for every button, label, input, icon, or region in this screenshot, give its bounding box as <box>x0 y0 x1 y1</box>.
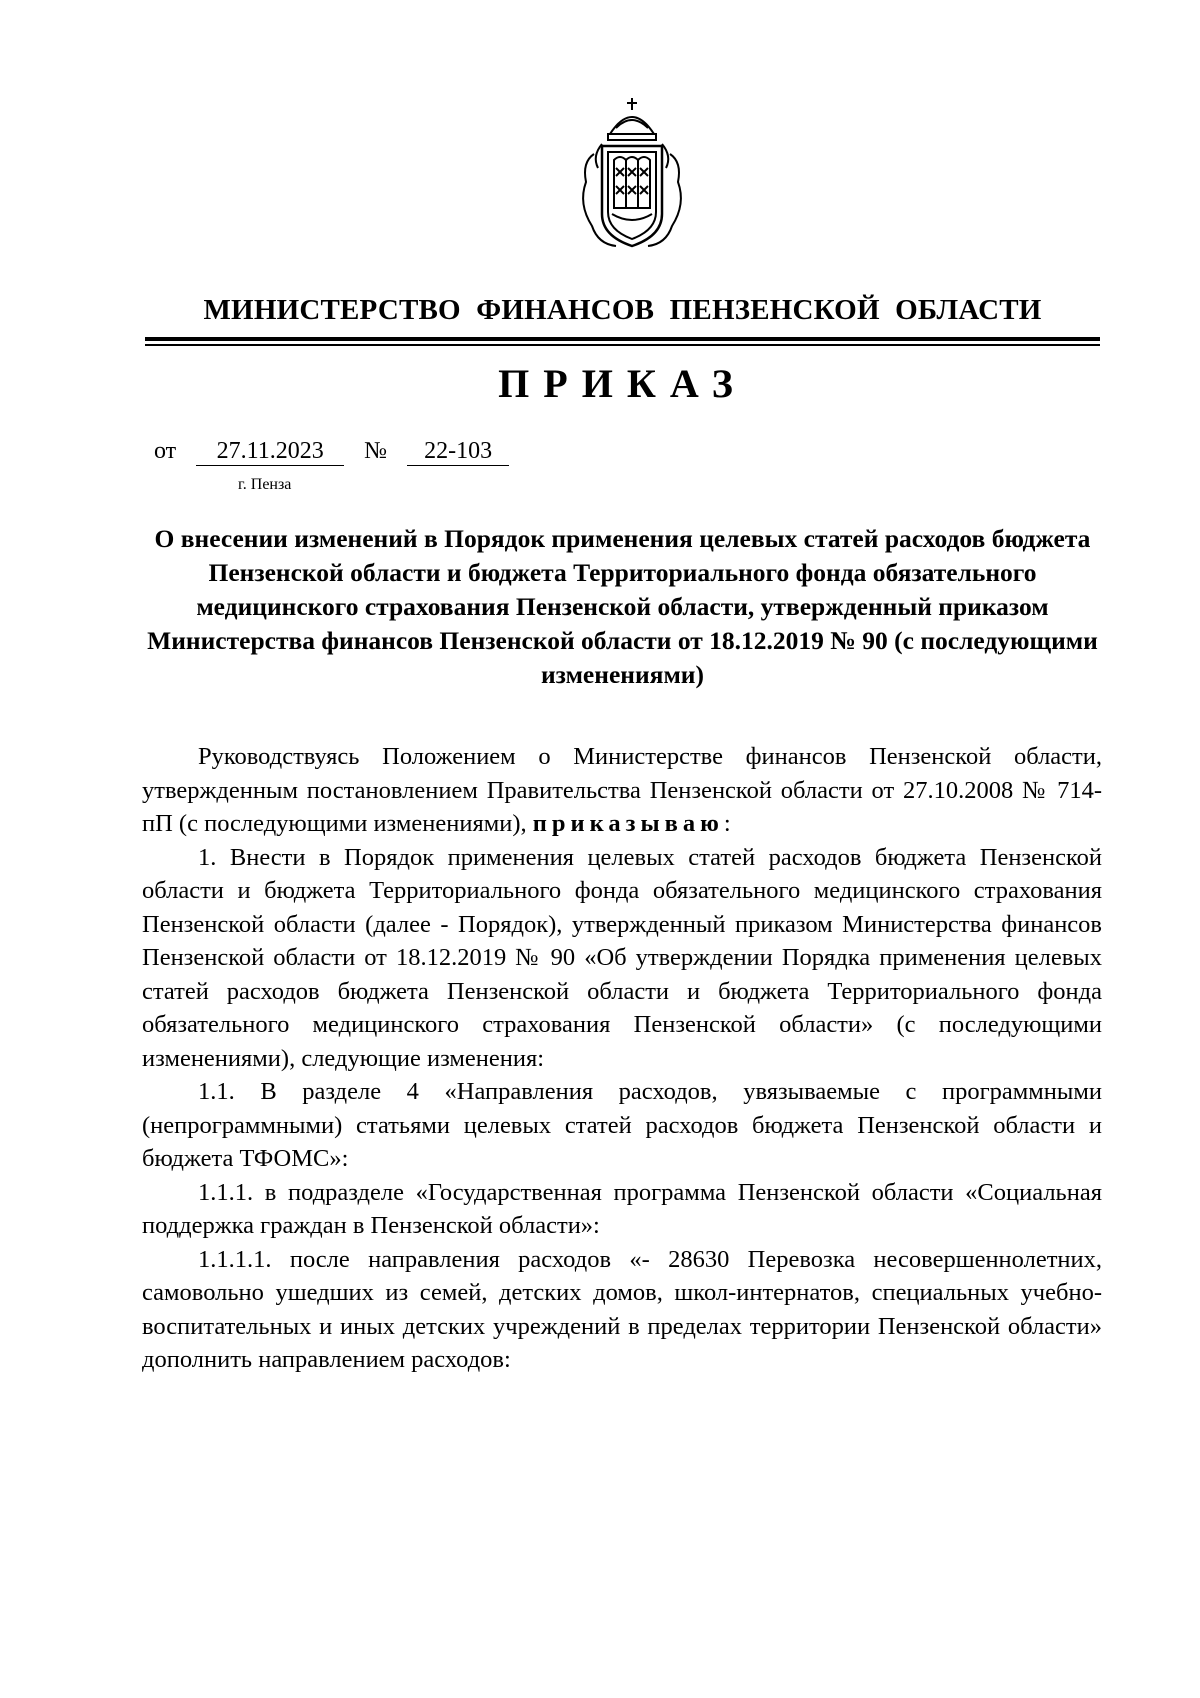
city-label: г. Пенза <box>238 476 292 493</box>
header-divider-thin <box>145 344 1100 346</box>
paragraph-1-1: 1.1. В разделе 4 «Направления расходов, увязываемые с программными (непрограммными) статьями целевых статей расходов бюджета Пензенской области и бюджета ТФОМС»: <box>142 1078 1102 1172</box>
date-number-line <box>154 438 509 466</box>
document-type-title: ПРИКАЗ <box>498 361 747 406</box>
header-divider-thick <box>145 337 1100 341</box>
date-prefix: от <box>154 438 177 464</box>
paragraph-1-1-1: 1.1.1. в подразделе «Государственная программа Пензенской области «Социальная поддержка граждан в Пензенской области»: <box>142 1178 1102 1239</box>
document-date: 27.11.2023 <box>196 438 344 466</box>
ministry-name: МИНИСТЕРСТВО ФИНАНСОВ ПЕНЗЕНСКОЙ ОБЛАСТИ <box>203 294 1042 326</box>
document-body <box>142 740 1102 1377</box>
penza-coat-of-arms-icon <box>572 96 692 254</box>
paragraph-preamble: Руководствуясь Положением о Министерстве финансов Пензенской области, утвержденным постановлением Правительства Пензенской области от 27.10.2008 № 714-пП (с последующими изменениями), приказываю: <box>142 743 1102 837</box>
document-number: 22-103 <box>407 438 509 466</box>
paragraph-1: 1. Внести в Порядок применения целевых статей расходов бюджета Пензенской области и бюджета Территориального фонда обязательного медицинского страхования Пензенской области (далее - Порядок), утвержденный приказом Министерства финансов Пензенской области от 18.12.2019 № 90 «Об утверждении Порядка применения целевых статей расходов бюджета Пензенской области и бюджета Территориального фонда обязательного медицинского страхования Пензенской области» (с последующими изменениями), следующие изменения: <box>142 843 1102 1072</box>
document-subject: О внесении изменений в Порядок применения целевых статей расходов бюджета Пензенской области и бюджета Территориального фонда обязательного медицинского страхования Пензенской области, утвержденный приказом Министерства финансов Пензенской области от 18.12.2019 № 90 (с последующими изменениями) <box>147 524 1098 689</box>
paragraph-1-1-1-1: 1.1.1.1. после направления расходов «- 28630 Перевозка несовершеннолетних, самовольно ушедших из семей, детских домов, школ-интернатов, специальных учебно-воспитательных и иных детских учреждений в пределах территории Пензенской области» дополнить направлением расходов: <box>142 1245 1102 1373</box>
order-keyword: приказываю <box>532 810 724 837</box>
number-sign: № <box>364 438 388 464</box>
